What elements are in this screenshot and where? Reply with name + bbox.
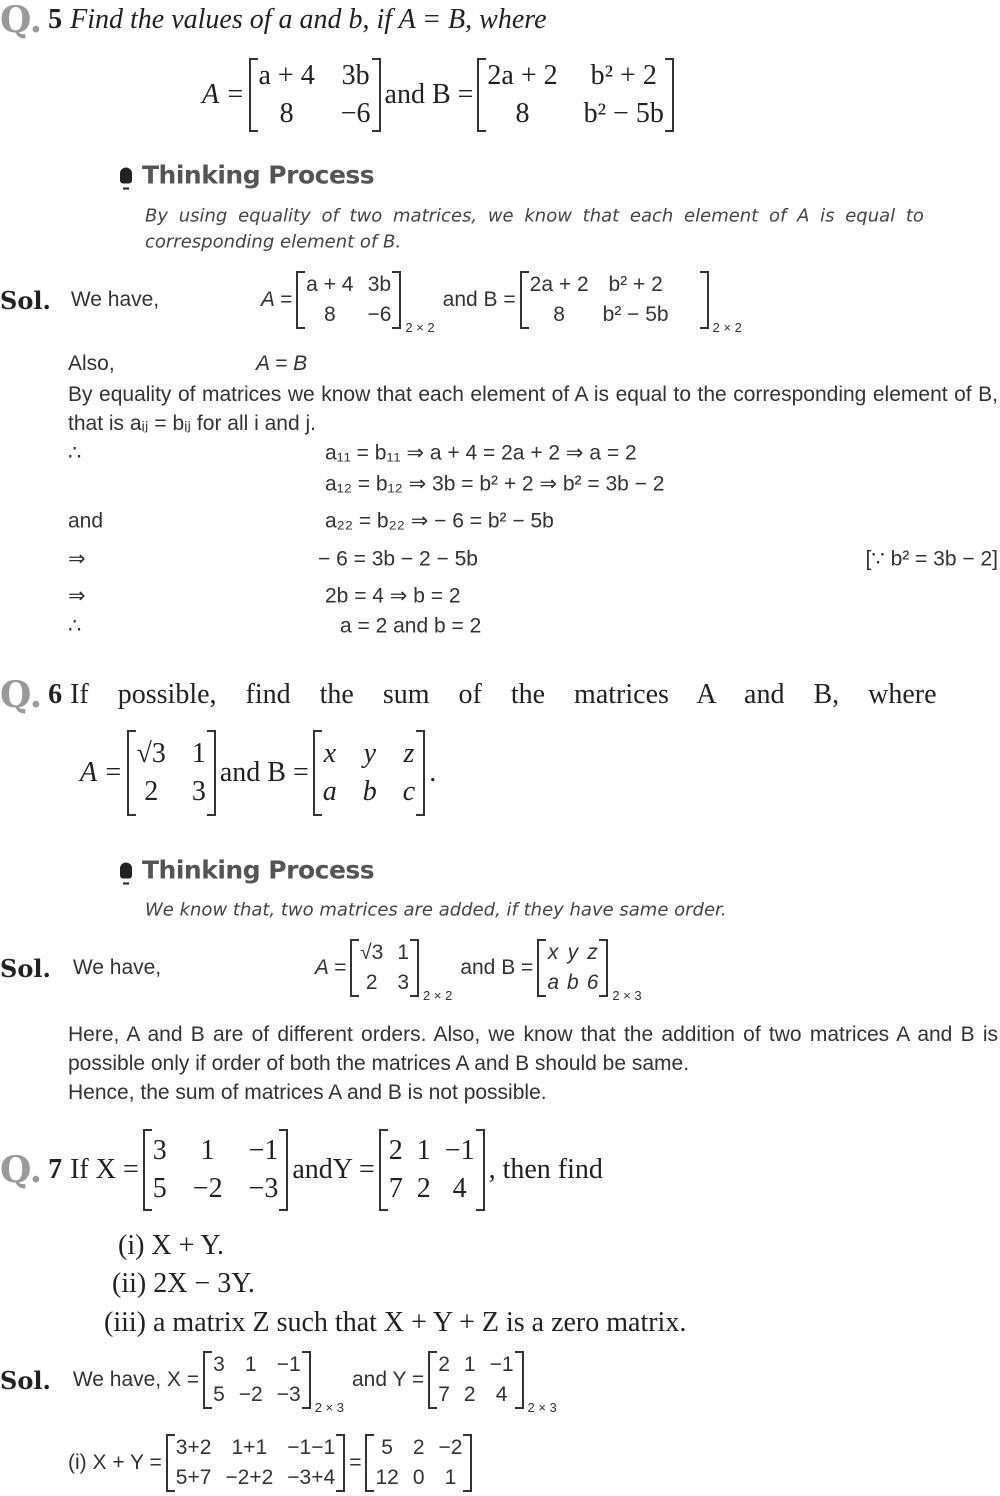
matrix-x xyxy=(143,1129,289,1211)
matrix-a xyxy=(127,730,216,816)
matrix-cell: b xyxy=(567,971,579,994)
step xyxy=(68,547,478,572)
solution-label: Sol. xyxy=(0,1365,51,1395)
matrix-b xyxy=(477,58,673,132)
matrix-order: 2 × 2 xyxy=(423,988,453,1003)
step-prefix: ⇒ xyxy=(68,584,86,608)
step-prefix: ⇒ xyxy=(68,547,86,571)
matrix-label-a: A = xyxy=(202,79,245,110)
matrix-b xyxy=(313,730,425,816)
also-text: Also, xyxy=(68,352,115,375)
step-equation: a₂₂ = b₂₂ ⇒ − 6 = b² − 5b xyxy=(325,509,554,533)
matrix-cell: 3 xyxy=(213,1353,225,1376)
matrix-cell: √3 xyxy=(360,941,384,964)
step-equation: a₁₁ = b₁₁ ⇒ a + 4 = 2a + 2 ⇒ a = 2 xyxy=(325,441,637,465)
matrix-cell: y xyxy=(567,941,579,964)
matrix-cell: 8 xyxy=(323,303,336,326)
thinking-text-2 xyxy=(145,232,401,253)
q7-part-i xyxy=(118,1230,224,1262)
matrix-cell: 8 xyxy=(553,303,565,326)
matrix-cell: 2 xyxy=(463,1383,476,1406)
matrix-label-a: A = xyxy=(260,288,293,311)
q7-part-iii xyxy=(104,1307,686,1339)
matrix-cell: 5 xyxy=(381,1436,393,1459)
matrix-cell: −1 xyxy=(276,1353,301,1376)
matrix-cell: 2 xyxy=(416,1173,431,1204)
matrix-cell: −1 xyxy=(248,1135,279,1166)
q6-solution-start xyxy=(0,939,642,1003)
conclusion-text: Hence, the sum of matrices A and B is not possible. xyxy=(68,1081,547,1104)
matrix-cell: 5 xyxy=(152,1173,167,1204)
matrix-cell: b² − 5b xyxy=(602,303,669,326)
matrix-cell: z xyxy=(587,941,598,964)
matrix-order: 2 × 2 xyxy=(405,320,435,335)
q7-part-ii xyxy=(112,1268,255,1300)
matrix-cell: 2 xyxy=(144,776,159,807)
matrix-label-b: and B = xyxy=(460,956,534,979)
matrix-cell: 1 xyxy=(397,941,410,964)
matrix-order: 2 × 2 xyxy=(712,320,742,335)
matrix-cell: a + 4 xyxy=(258,60,315,91)
matrix-cell: 1 xyxy=(463,1353,476,1376)
step-equation: 2b = 4 ⇒ b = 2 xyxy=(325,584,461,608)
step-prefix: ∴ xyxy=(68,614,82,638)
matrix-cell: 3 xyxy=(397,971,410,994)
q6-matrices xyxy=(80,730,436,816)
q6-conclusion xyxy=(68,1081,547,1105)
matrix-cell: x xyxy=(323,738,336,769)
matrix-cell: 2 xyxy=(412,1436,425,1459)
matrix-cell: −2 xyxy=(238,1383,263,1406)
q5-matrices xyxy=(202,58,678,132)
thinking-title: Thinking Process xyxy=(142,855,375,885)
matrix-cell: −2+2 xyxy=(225,1466,274,1489)
sol-matrix-b xyxy=(520,271,709,329)
step-equation: a = 2 and b = 2 xyxy=(340,614,482,637)
period: . xyxy=(429,757,437,788)
thinking-process-heading xyxy=(120,161,374,190)
matrix-a xyxy=(249,58,381,132)
matrix-cell: b² + 2 xyxy=(590,60,657,91)
matrix-cell: b² + 2 xyxy=(608,273,663,296)
thinking-text xyxy=(145,900,727,921)
matrix-y xyxy=(379,1129,485,1211)
thinking-text-content: We know that, two matrices are added, if they have same order. xyxy=(145,899,727,921)
part-text: (i) X + Y. xyxy=(118,1230,225,1261)
matrix-cell: 1+1 xyxy=(231,1436,268,1459)
matrix-cell: 3+2 xyxy=(175,1436,212,1459)
sol-matrix-a xyxy=(350,939,419,997)
step-note-text: [∵ b² = 3b − 2] xyxy=(865,547,998,571)
step-prefix: ∴ xyxy=(68,441,82,465)
step-equation: − 6 = 3b − 2 − 5b xyxy=(318,547,478,570)
step xyxy=(68,509,554,534)
question-label: Q. xyxy=(0,0,43,41)
part-label: (i) X + Y = xyxy=(68,1451,162,1474)
matrix-label-y: andY = xyxy=(292,1154,375,1185)
matrix-cell: y xyxy=(363,738,376,769)
matrix-cell: c xyxy=(402,776,416,807)
matrix-cell: 2 xyxy=(388,1135,403,1166)
matrix-cell: 5+7 xyxy=(175,1466,212,1489)
question-label: Q. xyxy=(0,1149,43,1191)
thinking-process-heading xyxy=(120,856,374,885)
q7-question xyxy=(0,1129,603,1211)
question-text: If possible, find the sum of the matrices A and B, where xyxy=(70,679,937,710)
matrix-cell: 2 xyxy=(365,971,378,994)
step xyxy=(68,614,481,639)
step xyxy=(68,441,637,466)
matrix-cell: 6 xyxy=(586,971,599,994)
q5-solution-start xyxy=(0,271,742,335)
question-text: Find the values of a and b, if A = B, where xyxy=(70,4,547,35)
matrix-cell: −6 xyxy=(367,303,392,326)
q7-solution-start xyxy=(0,1351,557,1415)
matrix-label-x: If X = xyxy=(70,1154,139,1185)
question-label: Q. xyxy=(0,674,43,716)
step xyxy=(68,472,664,497)
matrix-cell: a + 4 xyxy=(306,273,354,296)
matrix-cell: x xyxy=(547,941,559,964)
matrix-cell: 1 xyxy=(444,1466,457,1489)
solution-label: Sol. xyxy=(0,285,51,315)
step-note xyxy=(866,547,998,572)
equals-sign: = xyxy=(349,1451,362,1474)
matrix-cell: 7 xyxy=(388,1173,403,1204)
q5-question xyxy=(0,0,547,41)
matrix-cell: 3b xyxy=(341,60,370,91)
matrix-order: 2 × 3 xyxy=(527,1400,557,1415)
thinking-text: corresponding element of B. xyxy=(145,231,402,253)
matrix-order: 2 × 3 xyxy=(612,988,642,1003)
step-prefix: and xyxy=(68,509,104,532)
matrix-cell: 1 xyxy=(416,1135,431,1166)
lightbulb-icon xyxy=(120,167,132,183)
then-find-text: , then find xyxy=(488,1154,603,1185)
matrix-cell: 12 xyxy=(375,1466,399,1489)
matrix-cell: 8 xyxy=(515,98,530,129)
part-text: (ii) 2X − 3Y. xyxy=(112,1268,255,1299)
question-number: 5 xyxy=(48,4,63,35)
matrix-cell: b xyxy=(362,776,377,807)
thinking-title: Thinking Process xyxy=(142,160,375,190)
equation: A = B xyxy=(256,352,308,375)
we-have-text: We have, xyxy=(72,956,162,979)
matrix-cell: a xyxy=(322,776,337,807)
q6-paragraph: Here, A and B are of different orders. Also, we know that the addition of two matrices A and B is possible only if order of both the matrices A and B should be same. xyxy=(68,1023,998,1075)
matrix-label-y: and Y = xyxy=(351,1368,425,1391)
matrix-cell: a xyxy=(547,971,559,994)
matrix-cell: −3 xyxy=(276,1383,301,1406)
q6-question xyxy=(0,674,998,716)
matrix-cell: z xyxy=(403,738,415,769)
matrix-cell: 1 xyxy=(191,738,206,769)
we-have-text: We have, xyxy=(70,288,160,311)
sol-matrix-x xyxy=(203,1351,311,1409)
matrix-cell: 1 xyxy=(244,1353,257,1376)
matrix-label-a: A = xyxy=(80,757,123,788)
matrix-cell: 7 xyxy=(438,1383,450,1406)
matrix-cell: −3 xyxy=(248,1173,279,1204)
sum-matrix xyxy=(166,1434,345,1492)
step xyxy=(68,584,461,609)
matrix-cell: −1 xyxy=(489,1353,514,1376)
matrix-cell: √3 xyxy=(136,738,166,769)
solution-label: Sol. xyxy=(0,953,51,983)
matrix-cell: −2 xyxy=(438,1436,463,1459)
matrix-label-b: and B = xyxy=(442,288,516,311)
matrix-cell: −3+4 xyxy=(287,1466,336,1489)
matrix-cell: 5 xyxy=(213,1383,225,1406)
lightbulb-icon xyxy=(120,862,132,878)
matrix-cell: −1−1 xyxy=(287,1436,336,1459)
matrix-cell: 1 xyxy=(200,1135,215,1166)
sol-matrix-a xyxy=(296,271,401,329)
thinking-text: By using equality of two matrices, we know that each element of A is equal to xyxy=(145,205,924,227)
matrix-cell: 3 xyxy=(152,1135,167,1166)
question-number: 6 xyxy=(48,679,63,710)
also-line xyxy=(68,352,307,376)
matrix-cell: 2 xyxy=(438,1353,450,1376)
sol-matrix-y xyxy=(428,1351,523,1409)
matrix-cell: 3 xyxy=(191,776,206,807)
matrix-cell: 2a + 2 xyxy=(529,273,589,296)
matrix-cell: 3b xyxy=(367,273,392,296)
q7-part-i-solution xyxy=(68,1434,476,1492)
matrix-label-a: A = xyxy=(314,956,347,979)
matrix-cell: 0 xyxy=(412,1466,425,1489)
thinking-text-1 xyxy=(145,206,940,227)
matrix-label-b: and B = xyxy=(384,79,474,110)
matrix-cell: 2a + 2 xyxy=(487,60,558,91)
we-have-text: We have, X = xyxy=(72,1368,200,1391)
matrix-order: 2 × 3 xyxy=(314,1400,344,1415)
sol-matrix-b xyxy=(537,939,608,997)
question-number: 7 xyxy=(48,1154,63,1185)
matrix-cell: 4 xyxy=(495,1383,508,1406)
step-equation: a₁₂ = b₁₂ ⇒ 3b = b² + 2 ⇒ b² = 3b − 2 xyxy=(325,472,665,496)
matrix-cell: b² − 5b xyxy=(583,98,664,129)
q5-paragraph: By equality of matrices we know that each element of A is equal to the corresponding element of B, that is aᵢⱼ = bᵢⱼ for all i and j. xyxy=(68,383,998,435)
part-text: (iii) a matrix Z such that X + Y + Z is a zero matrix. xyxy=(104,1307,687,1338)
matrix-cell: 4 xyxy=(452,1173,467,1204)
matrix-cell: −2 xyxy=(192,1173,223,1204)
matrix-cell: 8 xyxy=(279,98,294,129)
matrix-cell: −1 xyxy=(444,1135,475,1166)
matrix-label-b: and B = xyxy=(219,757,309,788)
result-matrix xyxy=(365,1434,472,1492)
matrix-cell: −6 xyxy=(340,98,371,129)
